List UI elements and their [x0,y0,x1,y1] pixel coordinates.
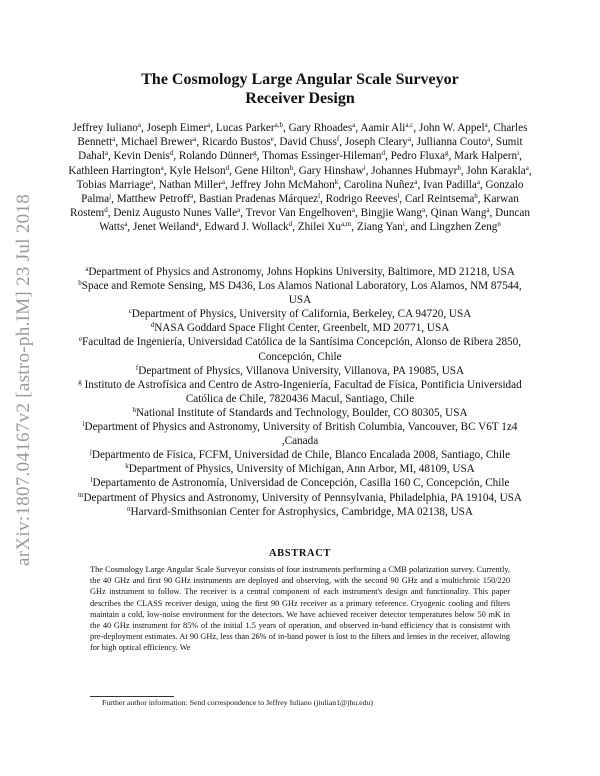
author-affiliation-marker: a [221,177,225,186]
author-name: Rolando Dünner [178,150,254,163]
affiliation-text: Department of Physics, University of Michigan, Ann Arbor, MI, 48109, USA [128,463,475,476]
author-affiliation-marker: j [109,192,112,201]
author-affiliation-marker: a [207,121,211,129]
author-affiliation-marker: a,b [274,121,283,129]
author [231,179,339,191]
author [391,150,449,162]
author-name: Kathleen Harrington [68,164,161,177]
title-line-1: The Cosmology Large Angular Scale Surveyor [141,71,459,88]
affiliation-marker: a [85,265,89,273]
author-affiliation-marker: a [487,135,491,144]
author-affiliation-marker: a [486,206,490,215]
author-name: Gary Rhoades [288,122,353,134]
author-name: Edward J. Wollack [204,221,289,234]
author-name: Karwan Rostem [70,193,519,220]
affiliation-marker: d [150,321,155,330]
author-affiliation-marker: h [474,192,478,201]
author-name: Carl Reintsema [405,193,475,206]
author-name: Gene Hilton [234,164,290,177]
author-name: Bingjie Wang [360,207,422,220]
author-affiliation-marker: i [402,220,405,229]
affiliation-marker: c [128,307,132,316]
affiliation [76,279,524,307]
abstract-heading: ABSTRACT [269,548,331,559]
author-name: Jeffrey John McMahon [230,178,335,191]
affiliation [76,378,524,406]
author-affiliation-marker: a [193,135,197,144]
author-name: David Chuss [279,136,337,149]
author-name: Matthew Petroff [116,193,191,206]
abstract-text: The Cosmology Large Angular Scale Surveyor consists of four instruments performing a CMB polarization survey. Currently, the 40 GHz and first 90 GHz instruments are deployed and observing, with the second 90 GHz and a multichroic 150/220 GHz instrument to follow. The receiver is a central component of each instrument's design and functionality. This paper describes the CLASS receiver design, using the first 90 GHz receiver as a primary reference. Cryogenic cooling and filters maintain a cold, low-noise environment for the detectors. We have achieved receiver detector temperatures below 50 mK in the 40 GHz instrument for 85% of the initial 1.5 years of operation, and observed in-band efficiency that is consistent with pre-deployment estimates. At 90 GHz, less than 26% of in-band power is lost to the filters and lenses in the receiver, allowing for high optical efficiency. We [90,565,510,653]
author-affiliation-marker: d [225,163,230,172]
author [371,165,461,177]
author-affiliation-marker: a [407,135,412,144]
author-affiliation-marker: a [352,121,356,129]
author-affiliation-marker: a [124,220,128,229]
author [114,150,174,162]
affiliation-text: Facultad de Ingeniería, Universidad Católica de la Santísima Concepción, Alonso de Ribera 2850, Concepción, Chile [82,336,522,363]
affiliation-marker: j [89,448,92,457]
author-name: Joseph Cleary [344,136,408,149]
author-affiliation-marker: a [484,121,488,129]
affiliation-text: Instituto de Astrofísica and Centro de Astro-Ingeniería, Facultad de Física, Pontificia Universidad Católica de Chile, 7820436 Macul, Santiago, Chile [81,378,522,405]
affiliation-text: Department of Physics and Astronomy, Johns Hopkins University, Baltimore, MD 21218, USA [88,266,515,278]
author-affiliation-marker: n [497,220,501,229]
author [216,122,283,134]
author-affiliation-marker: a [112,135,116,144]
author-name: Aamir Ali [360,122,406,134]
author-affiliation-marker: f [336,135,340,144]
author [133,221,199,233]
affiliation-text: Department of Physics and Astronomy, University of Pennsylvania, Philadelphia, PA 19104, USA [83,491,522,504]
author-affiliation-marker: a [150,177,154,186]
author-affiliation-marker: l [318,192,321,201]
affiliation-marker: i [82,420,85,429]
author [466,165,528,177]
affiliation [76,462,524,476]
author [202,136,274,148]
affiliation-marker: h [132,405,136,414]
author [289,122,356,134]
author-affiliation-marker: a [351,206,356,215]
author [199,193,320,205]
author-name: Kyle Helson [169,164,226,177]
author [121,136,196,148]
affiliation-list [76,265,524,519]
author-affiliation-marker: a [476,177,480,186]
author-name: Jullianna Couto [416,136,488,149]
author [204,221,292,233]
author-name: Duncan Watts [99,207,530,234]
author-list: Jeffrey Iuliano$^a$, Joseph Eimer$^a$, Lucas Parker$^{a,b}$, Gary Rhoades$^a$, Aamir Ali$^{a,c}$, John W. Appel$^a$, Charles Bennett$^a$, Michael Brewer$^a$, Ricardo Bustos$^e$, David Chuss$^f$, Joseph Cleary$^a$, Jullianna Couto$^a$, Sumit Dahal$^a$, Kevin Denis$^d$, Rolando Dünner$^g$, Thomas Essinger-Hileman$^d$, Pedro Fluxa$^g$, Mark Halpern$^i$, Kathleen Harrington$^a$, Kyle Helson$^d$, Gene Hilton$^h$, Gary Hinshaw$^i$, Johannes Hubmayr$^h$, John Karakla$^a$, Tobias Marriage$^a$, Nathan Miller$^a$, Jeffrey John McMahon$^k$, Carolina Nuñez$^a$, Ivan Padilla$^a$, Gonzalo Palma$^j$, Matthew Petroff$^a$, Bastian Pradenas Márquez$^l$, Rodrigo Reeves$^l$, Carl Reintsema$^h$, Karwan Rostem$^d$, Deniz Augusto Nunes Valle$^a$, Trevor Van Engelhoven$^a$, Bingjie Wang$^a$, Qinan Wang$^a$, Duncan Watts$^a$, Jenet Weiland$^a$, Edward J. Wollack$^d$, Zhilei Xu$^{a,m}$, Ziang Yan$^i$, and Lingzhen Zeng$^n$ [68,121,532,234]
author-affiliation-marker: h [289,163,294,172]
author-affiliation-marker: g [444,149,449,158]
affiliation-marker: b [78,279,82,288]
affiliation [76,406,524,420]
author-name: Ziang Yan [356,221,403,234]
author-affiliation-marker: a [195,220,199,229]
affiliation-marker: g [78,377,82,386]
author-affiliation-marker: a [414,177,418,186]
footnote: Further author information: Send correspondence to Jeffrey Iuliano (jiulian1@jhu.edu) [102,698,373,707]
author [298,221,352,233]
affiliation [76,491,524,505]
author [159,179,225,191]
author-name: Zhilei Xu [297,221,341,234]
author-affiliation-marker: a,c [405,121,414,129]
author-name: Nathan Miller [158,178,222,191]
author [77,179,154,191]
author-affiliation-marker: a [104,149,108,158]
author [113,207,240,219]
author-affiliation-marker: g [253,149,257,158]
author-name: Michael Brewer [120,136,194,149]
affiliation [76,307,524,321]
author-affiliation-marker: h [457,163,461,172]
affiliation-marker: l [90,476,93,485]
author [68,165,163,177]
affiliation-text: Department of Physics, Villanova University, Villanova, PA 19085, USA [138,364,465,377]
author-affiliation-marker: a,m [340,220,352,229]
author-affiliation-marker: a [137,121,141,129]
author [73,122,141,134]
author [169,165,229,177]
affiliation-text: Departamento de Astronomía, Universidad de Concepción, Casilla 160 C, Concepción, Chile [92,477,510,490]
author [361,207,425,219]
affiliation-marker: f [135,363,139,372]
author-name: John Karakla [466,164,526,177]
author-name: Qinan Wang [430,207,487,220]
author [345,136,411,148]
author-name: Ricardo Bustos [202,136,271,149]
author [417,136,491,148]
author-affiliation-marker: k [334,177,339,186]
author-affiliation-marker: e [270,135,274,144]
affiliation-marker: m [77,490,84,499]
author [179,150,257,162]
author-name: Deniz Augusto Nunes Valle [113,207,238,220]
author-affiliation-marker: d [381,149,385,158]
author-name: Jeffrey Iuliano [72,122,138,134]
author-affiliation-marker: a [190,192,194,201]
author-name: Jenet Weiland [133,221,196,234]
author-name: and Lingzhen Zeng [410,221,498,234]
author-name: Johannes Hubmayr [371,164,458,177]
author-name: Bastian Pradenas Márquez [198,193,319,206]
affiliation [76,321,524,335]
affiliation [76,476,524,490]
author-affiliation-marker: d [288,220,293,229]
author-name: Sumit Dahal [78,136,523,163]
arxiv-stamp-text: arXiv:1807.04167v2 [astro-ph.IM] 23 Jul 2018 [13,193,34,566]
author-name: Thomas Essinger-Hileman [262,150,382,163]
affiliation-text: Department of Physics and Astronomy, University of British Columbia, Vancouver, BC V6T 1z4 ,Canada [84,421,518,448]
affiliation-marker: k [125,462,129,471]
affiliation [76,335,524,363]
affiliation-text: NASA Goddard Space Flight Center, Greenbelt, MD 20771, USA [154,322,450,335]
affiliation [76,420,524,448]
author-affiliation-marker: a [421,206,426,215]
affiliation-text: Departmento de Física, FCFM, Universidad de Chile, Blanco Encalada 2008, Santiago, Chile [91,449,511,462]
author-affiliation-marker: l [397,192,400,201]
author [279,136,339,148]
author-name: Mark Halpern [454,150,518,163]
author-affiliation-marker: a [160,163,164,172]
author [326,193,400,205]
author [431,207,490,219]
affiliation-text: Department of Physics, University of California, Berkeley, CA 94720, USA [131,308,472,321]
author-name: John W. Appel [418,122,485,134]
author-name: Rodrigo Reeves [325,193,398,206]
author-name: Gonzalo Palma [81,178,524,206]
author-affiliation-marker: i [517,149,520,158]
author-name: Pedro Fluxa [390,150,445,163]
author-name: Tobias Marriage [76,178,151,191]
author-affiliation-marker: a [525,163,529,172]
author [344,179,418,191]
author-name: Carolina Nuñez [343,178,415,191]
affiliation-marker: n [127,504,131,513]
affiliation-marker: e [78,335,83,344]
author-name: Trevor Van Engelhoven [245,207,352,220]
author [423,179,480,191]
author-affiliation-marker: a [237,206,241,215]
author [246,207,355,219]
affiliation-text: Space and Remote Sensing, MS D436, Los Alamos National Laboratory, Los Alamos, NM 87544, USA [81,280,522,307]
paper-title [60,70,540,108]
author-name: Charles Bennett [77,122,528,149]
author [360,122,413,134]
author-name: Kevin Denis [113,150,170,163]
affiliation [76,265,524,279]
author [235,165,294,177]
title-line-2: Receiver Design [245,90,355,107]
author [405,193,478,205]
author-affiliation-marker: d [104,206,108,215]
author [419,122,488,134]
author-name: Lucas Parker [215,122,275,134]
affiliation [76,448,524,462]
affiliation [76,364,524,378]
author-affiliation-marker: d [169,149,174,158]
author-affiliation-marker: i [363,163,366,172]
affiliation [76,505,524,519]
footnote-rule [90,696,174,697]
author [117,193,194,205]
author-name: Joseph Eimer [146,122,208,134]
author-name: Ivan Padilla [423,178,477,191]
author [299,165,366,177]
author [357,221,405,233]
affiliation-text: National Institute of Standards and Technology, Boulder, CO 80305, USA [135,406,468,419]
author [454,150,519,162]
author [262,150,385,162]
author-name: Gary Hinshaw [298,164,364,177]
author [410,221,500,233]
author [147,122,211,134]
affiliation-text: Harvard-Smithsonian Center for Astrophysics, Cambridge, MA 02138, USA [130,505,473,518]
